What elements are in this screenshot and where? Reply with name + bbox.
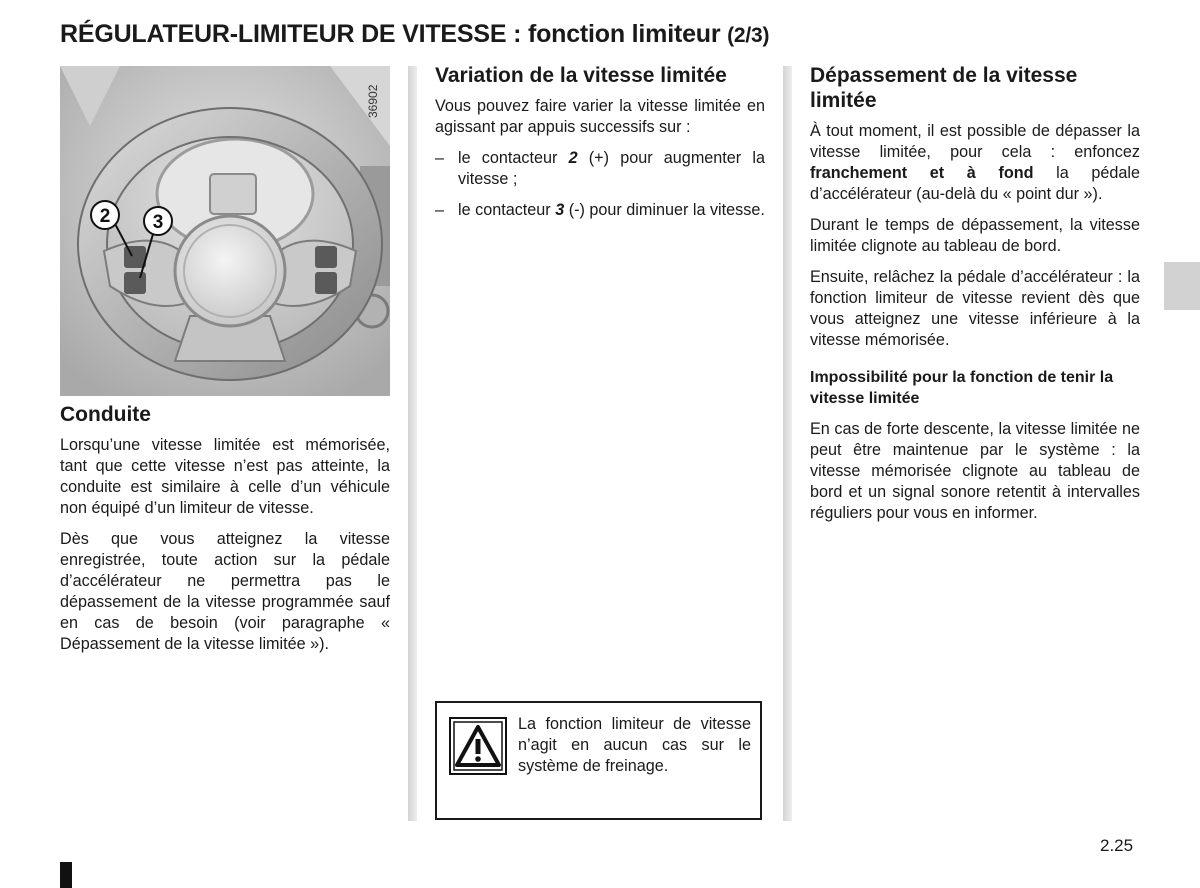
emphasis-text: franchement et à fond — [810, 164, 1034, 182]
figure-reference: 36902 — [366, 84, 380, 118]
bottom-edge-marker — [60, 862, 72, 888]
list-dash: – — [435, 149, 445, 167]
switch-number-2: 2 — [568, 149, 578, 167]
depassement-paragraph-1 — [810, 121, 1140, 205]
list-dash: – — [435, 201, 445, 219]
depassement-paragraph-2: Durant le temps de dépassement, la vitesse limitée clignote au tableau de bord. — [810, 216, 1140, 255]
steering-wheel-hub — [175, 216, 285, 326]
list-item-text: le contacteur — [458, 201, 556, 219]
warning-box — [435, 701, 762, 820]
conduite-paragraph-1: Lorsqu’une vitesse limitée est mémorisée, tant que cette vitesse n’est pas atteinte, la conduite est similaire à celle d’un véhicule non équipé d’un limiteur de vitesse. — [60, 436, 390, 517]
depassement-heading: Dépassement de la vitesse limitée — [810, 64, 1078, 112]
right-column — [810, 63, 1140, 534]
variation-heading: Variation de la vitesse limitée — [435, 64, 727, 87]
switch-number-3: 3 — [555, 201, 565, 219]
paragraph-text: À tout moment, il est possible de dépasser la vitesse limitée, pour cela : enfoncez — [810, 122, 1140, 161]
conduite-heading: Conduite — [60, 403, 151, 426]
list-item — [435, 200, 765, 221]
variation-list — [435, 148, 765, 221]
title-part: (2/3) — [727, 24, 770, 47]
speed-control-switch-3 — [124, 272, 146, 294]
steering-wheel-illustration — [60, 66, 390, 396]
middle-column — [435, 63, 765, 231]
left-column — [60, 402, 390, 665]
warning-text: La fonction limiteur de vitesse n’agit en aucun cas sur le système de freinage. — [518, 715, 751, 775]
variation-intro: Vous pouvez faire varier la vitesse limitée en agissant par appuis successifs sur : — [435, 97, 765, 136]
column-separator-right — [783, 66, 792, 821]
page-number: 2.25 — [1100, 836, 1134, 855]
list-item — [435, 148, 765, 190]
conduite-paragraph-2: Dès que vous atteignez la vitesse enregistrée, toute action sur la pédale d’accélérateur ne permettra pas le dépassement de la vitesse programmée sauf en cas de besoin (voir paragraphe « Dépassement de la vitesse limitée »). — [60, 530, 390, 653]
page-title — [60, 20, 769, 49]
list-item-text: (-) pour diminuer la vitesse. — [564, 201, 765, 219]
list-item-text: le contacteur — [458, 149, 569, 167]
speed-control-switch-2 — [124, 246, 146, 268]
steering-wheel-figure — [60, 66, 390, 396]
callout-3-label: 3 — [152, 212, 164, 233]
paragraph-text: la pédale d’accélérateur (au-delà du « point dur »). — [810, 164, 1140, 203]
impossibilite-paragraph: En cas de forte descente, la vitesse limitée ne peut être maintenue par le système : la vitesse mémorisée clignote au tableau de bord et un signal sonore retentit à intervalles réguliers pour vous en informer. — [810, 420, 1140, 522]
callout-2-label: 2 — [99, 206, 111, 227]
warning-triangle-icon — [449, 717, 507, 775]
title-text: RÉGULATEUR-LIMITEUR DE VITESSE : fonction limiteur — [60, 20, 721, 48]
impossibilite-subheading: Impossibilité pour la fonction de tenir la vitesse limitée — [810, 369, 1114, 407]
section-tab-marker — [1164, 262, 1200, 310]
list-item-text: (+) pour augmenter la vitesse ; — [458, 149, 765, 188]
column-separator-left — [408, 66, 417, 821]
depassement-paragraph-3: Ensuite, relâchez la pédale d’accélérateur : la fonction limiteur de vitesse revient dès que vous atteignez une vitesse inférieure à la vitesse mémorisée. — [810, 268, 1140, 349]
